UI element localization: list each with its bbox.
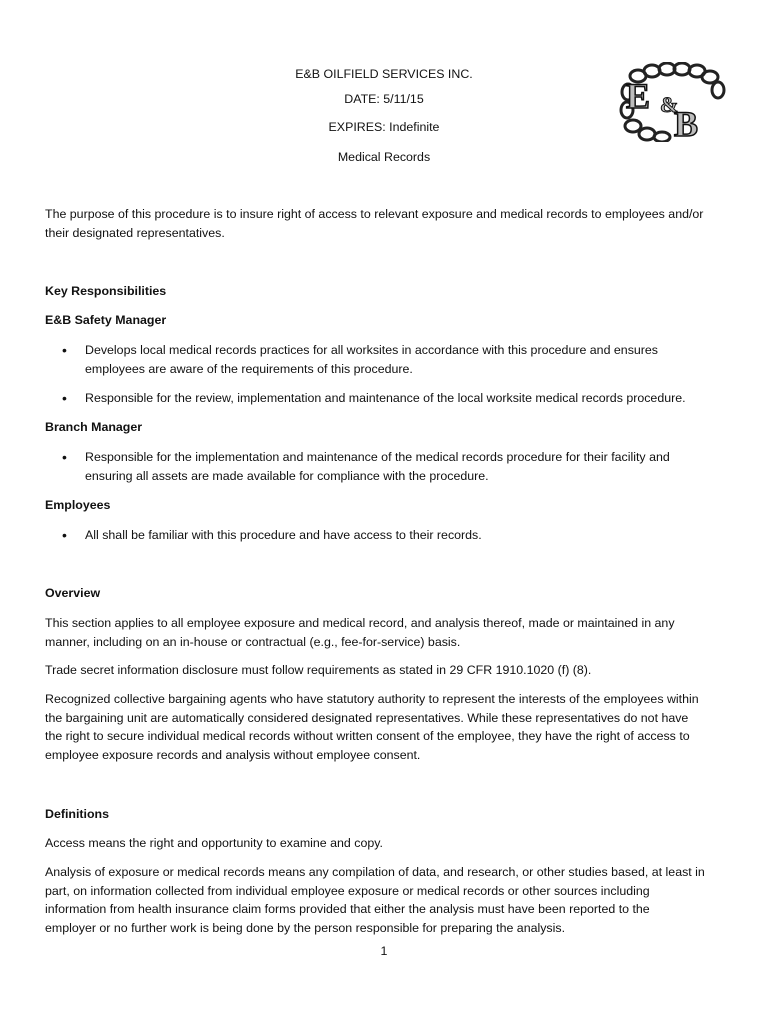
branch-manager-heading: Branch Manager	[45, 420, 143, 434]
purpose-line: The purpose of this procedure is to insure right of access to relevant exposure and medical records to employees and/or	[45, 207, 704, 221]
list-item-line: Responsible for the implementation and maintenance of the medical records procedure for their facility and	[85, 450, 670, 464]
company-name: E&B OILFIELD SERVICES INC.	[295, 67, 473, 81]
overview-paragraph: Trade secret information disclosure must follow requirements as stated in 29 CFR 1910.1020 (f) (8).	[45, 663, 592, 677]
definitions-paragraph: Access means the right and opportunity to examine and copy.	[45, 836, 383, 850]
paragraph-line: the bargaining unit are automatically considered designated representatives. While these representatives do not have	[45, 710, 689, 725]
definitions-paragraph	[45, 863, 725, 937]
list-item-line: ensuring all assets are made available for compliance with the procedure.	[85, 468, 489, 483]
paragraph-line: Recognized collective bargaining agents who have statutory authority to represent the interests of the employees within	[45, 692, 699, 706]
paragraph-line: the right to secure individual medical records without written consent of the employee, they have the right of access to	[45, 729, 690, 743]
document-title: Medical Records	[337, 150, 431, 164]
key-responsibilities-heading: Key Responsibilities	[45, 284, 167, 298]
overview-paragraph	[45, 614, 725, 651]
list-item-text	[85, 448, 721, 485]
paragraph-line: employee exposure records and analysis without employee consent.	[45, 747, 421, 762]
list-item-text: Responsible for the review, implementation and maintenance of the local worksite medical records procedure.	[85, 391, 686, 405]
list-item-text: All shall be familiar with this procedure and have access to their records.	[85, 528, 482, 542]
bullet-icon: •	[62, 390, 67, 406]
paragraph-line: part, on information collected from individual employee exposure or medical records or other sources including	[45, 883, 650, 898]
list-item-line: employees are aware of the requirements of this procedure.	[85, 361, 413, 376]
purpose-line: their designated representatives.	[45, 225, 225, 240]
page-number: 1	[380, 944, 388, 958]
employees-heading: Employees	[45, 498, 111, 512]
chain-ring-logo-icon	[618, 62, 728, 142]
logo-letter-e: E	[626, 76, 651, 116]
bullet-icon: •	[62, 449, 67, 465]
list-item-text	[85, 341, 721, 378]
company-logo	[618, 62, 728, 142]
paragraph-line: Analysis of exposure or medical records means any compilation of data, and research, or other studies based, at least in	[45, 865, 705, 879]
logo-ampersand: &	[660, 92, 679, 117]
purpose-paragraph	[45, 205, 725, 242]
overview-heading: Overview	[45, 586, 101, 600]
document-date: DATE: 5/11/15	[344, 92, 424, 106]
list-item-line: Develops local medical records practices for all worksites in accordance with this procedure and ensures	[85, 343, 658, 357]
bullet-icon: •	[62, 527, 67, 543]
paragraph-line: manner, including on an in-house or contractual (e.g., fee-for-service) basis.	[45, 634, 461, 649]
document-expires: EXPIRES: Indefinite	[328, 120, 440, 134]
safety-manager-heading: E&B Safety Manager	[45, 313, 167, 327]
overview-paragraph	[45, 690, 725, 764]
paragraph-line: This section applies to all employee exposure and medical record, and analysis thereof, made or maintained in any	[45, 616, 675, 630]
definitions-heading: Definitions	[45, 807, 110, 821]
paragraph-line: information from health insurance claim forms provided that either the analysis must have been reported to the	[45, 902, 650, 916]
logo-letter-b: B	[674, 104, 699, 142]
paragraph-line: employer or no further work is being done by the person responsible for preparing the analysis.	[45, 920, 566, 935]
bullet-icon: •	[62, 342, 67, 358]
